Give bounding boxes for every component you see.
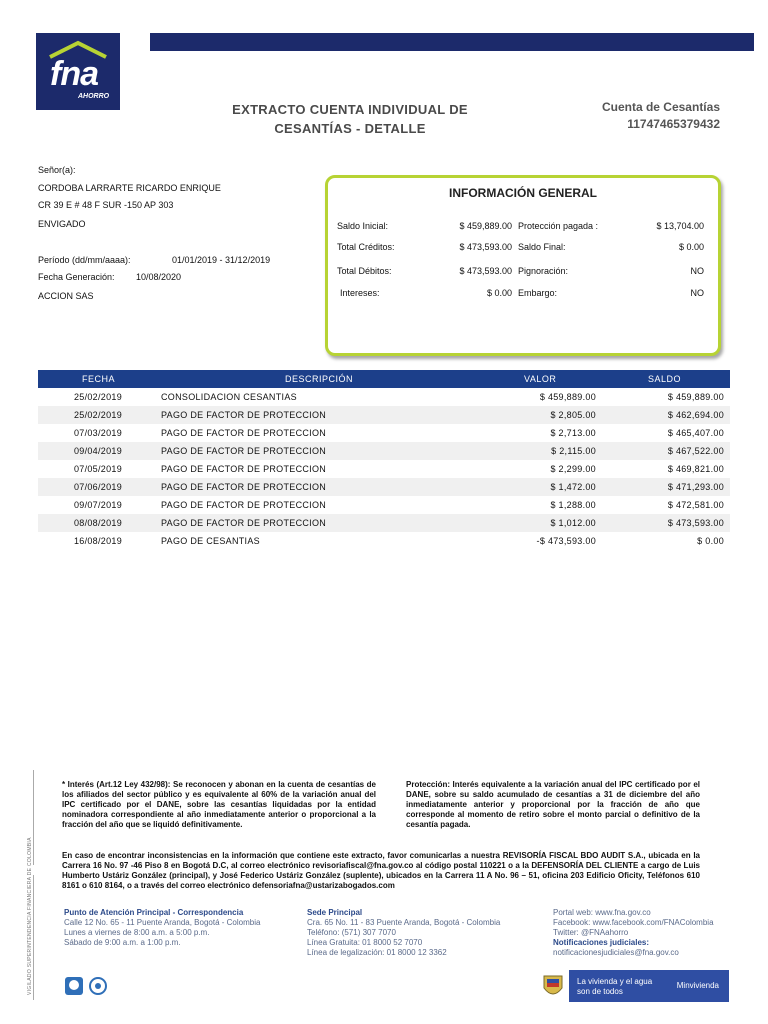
period-value: 01/01/2019 - 31/12/2019	[172, 255, 271, 265]
footer-atencion-title: Punto de Atención Principal - Correspondencia	[64, 908, 244, 917]
account-block	[560, 99, 720, 133]
row-fecha: 07/06/2019	[73, 482, 122, 492]
footer-notif-email[interactable]: notificacionesjudiciales@fna.gov.co	[553, 948, 679, 957]
col-valor: VALOR	[524, 374, 557, 384]
footer-portal-link[interactable]: Portal web: www.fna.gov.co	[553, 908, 651, 917]
note-proteccion: Protección: Interés equivalente a la variación anual del IPC certificado por el DANE, sobre su saldo acumulado de cesantías a 31 de diciembre del año inmediatamente anterior y proporcional por la fracción de año que corresponde al momento de retiro sobre el monto parcial o definitivo de la cesantía pagada.	[406, 780, 700, 829]
footer-atencion-address: Calle 12 No. 65 - 11 Puente Aranda, Bogotá - Colombia	[64, 918, 261, 927]
colombia-coat-of-arms-icon	[540, 970, 566, 1002]
general-info-box	[325, 175, 721, 356]
row-saldo: $ 473,593.00	[667, 518, 724, 528]
row-descripcion: PAGO DE FACTOR DE PROTECCION	[161, 410, 327, 420]
footer-sede-address: Cra. 65 No. 11 - 83 Puente Aranda, Bogotá - Colombia	[307, 918, 501, 927]
row-descripcion: PAGO DE FACTOR DE PROTECCION	[161, 482, 327, 492]
row-saldo: $ 462,694.00	[667, 410, 724, 420]
embargo-value: NO	[690, 288, 704, 298]
total-creditos-value: $ 473,593.00	[459, 242, 512, 252]
row-valor: -$ 473,593.00	[536, 536, 596, 546]
footer-col-contact	[553, 908, 743, 958]
row-fecha: 08/08/2019	[73, 518, 122, 528]
note-interes: * Interés (Art.12 Ley 432/98): Se reconocen y abonan en la cuenta de cesantías de los afiliados del sector público y es equivalente al 60% de la variación anual del IPC certificado por el DANE, sobre las cesantías liquidadas por la entidad nominadora correspondiente al año inmediatamente anterior o proporcional a la fracción del año que se liquidó definitivamente.	[62, 780, 376, 829]
proteccion-value: $ 13,704.00	[656, 221, 704, 231]
total-debitos-value: $ 473,593.00	[459, 266, 512, 276]
row-descripcion: PAGO DE FACTOR DE PROTECCION	[161, 464, 327, 474]
pignoracion-value: NO	[690, 266, 704, 276]
proteccion-label: Protección pagada :	[518, 221, 599, 231]
row-saldo: $ 472,581.00	[667, 500, 724, 510]
account-label: Cuenta de Cesantías	[601, 100, 720, 114]
side-vigilado-text: VIGILADO SUPERINTENDENCIA FINANCIERA DE COLOMBIA	[27, 837, 33, 995]
row-valor: $ 2,713.00	[550, 428, 596, 438]
side-divider	[33, 875, 34, 1000]
col-fecha: FECHA	[82, 374, 116, 384]
saldo-final-value: $ 0.00	[678, 242, 704, 252]
footer-twitter-link[interactable]: Twitter: @FNAahorro	[553, 928, 629, 937]
table-row	[38, 532, 730, 550]
row-saldo: $ 465,407.00	[667, 428, 724, 438]
footer-sede-phone: Teléfono: (571) 307 7070	[307, 928, 396, 937]
client-city: ENVIGADO	[38, 219, 86, 229]
table-row	[38, 424, 730, 442]
row-fecha: 25/02/2019	[73, 410, 122, 420]
pignoracion-label: Pignoración:	[518, 266, 569, 276]
row-valor: $ 2,805.00	[550, 410, 596, 420]
row-valor: $ 2,115.00	[551, 446, 596, 456]
note-inconsistencias: En caso de encontrar inconsistencias en la información que contiene este extracto, favor comunicarlas a nuestra REVISORÍA FISCAL BDO AUDIT S.A., ubicada en la Carrera 16 No. 97 -46 Piso 8 en Bogotá D.C, al correo electrónico revisoriafiscal@fna.gov.co al código postal 110221 o a la DEFENSORÍA DEL CLIENTE a cargo de Luis Humberto Ustáriz González (principal), y José Federico Ustáriz González (suplente), ubicados en la Carrera 11 A No. 96 – 51, oficina 203 Edificio Oficity, Teléfonos 610 8161 o 610 8164, o a través del correo electrónico defensoriafna@ustarizabogados.com	[62, 851, 700, 890]
general-info-title: INFORMACIÓN GENERAL	[449, 186, 597, 200]
row-saldo: $ 471,293.00	[667, 482, 724, 492]
client-name: CORDOBA LARRARTE RICARDO ENRIQUE	[38, 183, 221, 193]
row-descripcion: PAGO DE FACTOR DE PROTECCION	[161, 518, 327, 528]
slogan-line-2: son de todos	[577, 987, 623, 996]
row-valor: $ 1,012.00	[550, 518, 596, 528]
row-saldo: $ 467,522.00	[667, 446, 724, 456]
footer-atencion-weekdays: Lunes a viernes de 8:00 a.m. a 5:00 p.m.	[64, 928, 210, 937]
intereses-label: Intereses:	[340, 288, 380, 298]
row-fecha: 25/02/2019	[73, 392, 122, 402]
row-fecha: 09/07/2019	[73, 500, 122, 510]
col-descripcion: DESCRIPCIÓN	[285, 374, 354, 384]
intereses-value: $ 0.00	[486, 288, 512, 298]
salutation: Señor(a):	[38, 165, 76, 175]
row-saldo: $ 0.00	[697, 536, 724, 546]
minvivienda-slogan	[577, 977, 652, 997]
row-descripcion: PAGO DE FACTOR DE PROTECCION	[161, 500, 327, 510]
table-row	[38, 388, 730, 406]
footer-sede-legal-line: Línea de legalización: 01 8000 12 3362	[307, 948, 447, 957]
footer-sede-title: Sede Principal	[307, 908, 363, 917]
row-descripcion: PAGO DE FACTOR DE PROTECCION	[161, 428, 327, 438]
footer-col-sede	[307, 908, 537, 958]
total-debitos-label: Total Débitos:	[337, 266, 392, 276]
table-row	[38, 442, 730, 460]
embargo-label: Embargo:	[518, 288, 558, 298]
generation-label: Fecha Generación:	[38, 272, 115, 282]
total-creditos-label: Total Créditos:	[337, 242, 395, 252]
table-row	[38, 496, 730, 514]
row-descripcion: PAGO DE FACTOR DE PROTECCION	[161, 446, 327, 456]
minvivienda-brand: Minvivienda	[676, 981, 719, 990]
title-line-1: EXTRACTO CUENTA INDIVIDUAL DE	[232, 102, 468, 117]
row-fecha: 09/04/2019	[73, 446, 122, 456]
generation-value: 10/08/2020	[136, 272, 182, 282]
row-fecha: 07/05/2019	[73, 464, 122, 474]
col-saldo: SALDO	[648, 374, 682, 384]
row-fecha: 07/03/2019	[73, 428, 122, 438]
document-title	[200, 100, 500, 138]
footer-atencion-saturday: Sábado de 9:00 a.m. a 1:00 p.m.	[64, 938, 181, 947]
row-descripcion: PAGO DE CESANTIAS	[161, 536, 260, 546]
logo-text: fna	[50, 55, 98, 93]
period-label: Período (dd/mm/aaaa):	[38, 255, 131, 265]
header-bar	[150, 33, 754, 51]
row-valor: $ 2,299.00	[550, 464, 596, 474]
slogan-line-1: La vivienda y el agua	[577, 977, 653, 986]
side-divider	[33, 770, 34, 865]
table-row	[38, 478, 730, 496]
table-row	[38, 514, 730, 532]
row-fecha: 16/08/2019	[73, 536, 122, 546]
saldo-inicial-value: $ 459,889.00	[459, 221, 512, 231]
account-number: 11747465379432	[627, 117, 720, 131]
company-name: ACCION SAS	[38, 291, 94, 301]
row-valor: $ 1,288.00	[550, 500, 596, 510]
footer-facebook-link[interactable]: Facebook: www.facebook.com/FNAColombia	[553, 918, 714, 927]
logo-subtext: AHORRO	[78, 93, 110, 100]
saldo-final-label: Saldo Final:	[518, 242, 566, 252]
fna-logo	[36, 33, 120, 110]
row-descripcion: CONSOLIDACION CESANTIAS	[161, 392, 297, 402]
footer-sede-free-line: Línea Gratuita: 01 8000 52 7070	[307, 938, 423, 947]
table-header	[38, 370, 730, 388]
row-valor: $ 459,889.00	[539, 392, 596, 402]
row-saldo: $ 459,889.00	[667, 392, 724, 402]
row-valor: $ 1,472.00	[550, 482, 596, 492]
footer-notif-label: Notificaciones judiciales:	[553, 938, 650, 947]
client-address: CR 39 E # 48 F SUR -150 AP 303	[38, 200, 174, 210]
title-line-2: CESANTÍAS - DETALLE	[274, 121, 426, 136]
row-saldo: $ 469,821.00	[667, 464, 724, 474]
footer-col-atencion	[64, 908, 294, 948]
side-vertical-label	[27, 770, 43, 1000]
table-row	[38, 406, 730, 424]
certification-seal-icon	[64, 976, 84, 996]
iqnet-seal-icon	[88, 976, 108, 996]
saldo-inicial-label: Saldo Inicial:	[337, 221, 389, 231]
minvivienda-banner	[569, 970, 729, 1002]
table-row	[38, 460, 730, 478]
